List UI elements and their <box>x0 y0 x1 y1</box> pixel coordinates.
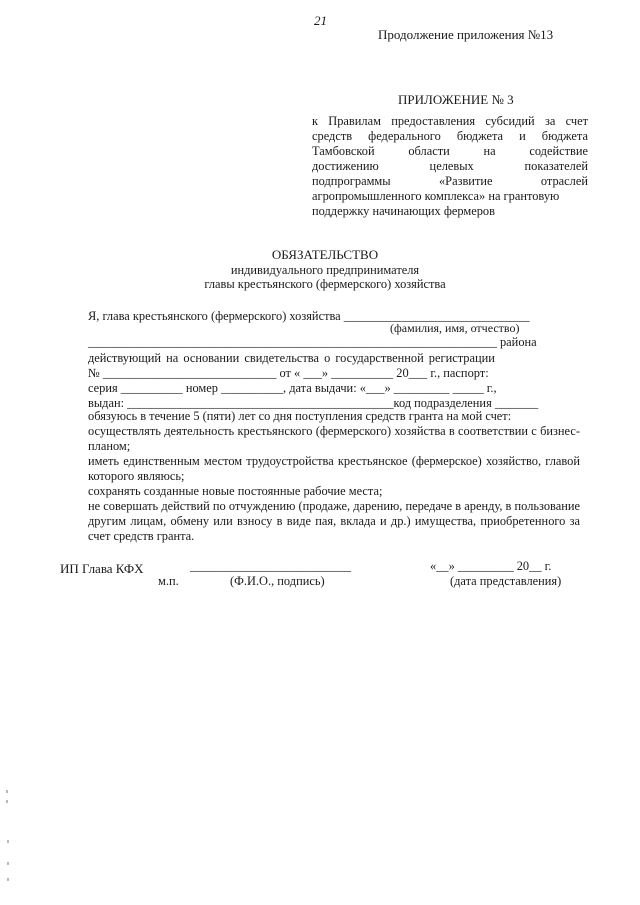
document-title: ОБЯЗАТЕЛЬСТВО <box>271 247 379 262</box>
scan-speck <box>6 790 8 793</box>
signature-hint: (Ф.И.О., подпись) <box>230 574 325 588</box>
stamp-label: м.п. <box>158 574 179 588</box>
form-hint-fio: (фамилия, имя, отчество) <box>390 321 520 335</box>
appendix-subtitle-line: агропромышленного комплекса» на грантовую <box>312 189 560 203</box>
scan-speck <box>7 862 9 865</box>
date-line: «__» _________ 20__ г. <box>430 559 552 573</box>
scan-speck <box>6 800 8 803</box>
form-line-head: Я, глава крестьянского (фермерского) хозяйства ______________________________ <box>88 309 530 323</box>
obligation-item: не совершать действий по отчуждению (продаже, дарению, передаче в аренду, в пользование другим лицам, обмену или взносу в виде пая, вклада и др.) имущества, приобретенного за счет средств гранта. <box>88 499 580 543</box>
appendix-subtitle-line: к Правилам предоставления субсидий за счет <box>312 114 588 128</box>
appendix-subtitle <box>312 114 588 219</box>
continuation-note: Продолжение приложения №13 <box>378 27 554 42</box>
obligation-item: сохранять созданные новые постоянные рабочие места; <box>88 484 383 498</box>
scan-speck <box>7 878 9 881</box>
form-line-number: № ____________________________ от « ___» __________ 20___ г., паспорт: <box>88 366 489 380</box>
form-line-passport: серия __________ номер __________, дата выдачи: «___» _________ _____ г., <box>88 381 497 395</box>
scan-speck <box>7 840 9 843</box>
form-line-issued: выдан: ___________________________________________код подразделения _______ <box>88 396 539 410</box>
page-number: 21 <box>314 13 327 28</box>
obligation-item: осуществлять деятельность крестьянского (фермерского) хозяйства в соответствии с бизнес-планом; <box>88 424 580 453</box>
date-hint: (дата представления) <box>450 574 562 588</box>
signature-label: ИП Глава КФХ <box>60 561 144 576</box>
document-subtitle: индивидуального предпринимателя <box>230 263 420 277</box>
form-line-registration: действующий на основании свидетельства о государственной регистрации <box>88 351 495 365</box>
appendix-subtitle-line: поддержку начинающих фермеров <box>312 204 495 218</box>
signature-line: __________________________ <box>190 559 352 573</box>
appendix-subtitle-line: достижению целевых показателей <box>312 159 588 173</box>
appendix-title: ПРИЛОЖЕНИЕ № 3 <box>398 92 514 107</box>
obligation-intro: обязуюсь в течение 5 (пяти) лет со дня поступления средств гранта на мой счет: <box>88 409 512 423</box>
appendix-subtitle-line: Тамбовской области на содействие <box>312 144 588 158</box>
appendix-subtitle-line: средств федерального бюджета и бюджета <box>312 129 588 143</box>
form-line-district: __________________________________________________________________ района <box>88 335 537 349</box>
obligation-item: иметь единственным местом трудоустройства крестьянское (фермерское) хозяйство, главой которого являюсь; <box>88 454 580 483</box>
document-subtitle: главы крестьянского (фермерского) хозяйства <box>204 277 446 291</box>
appendix-subtitle-line: подпрограммы «Развитие отраслей <box>312 174 588 188</box>
obligations-list <box>88 424 580 544</box>
